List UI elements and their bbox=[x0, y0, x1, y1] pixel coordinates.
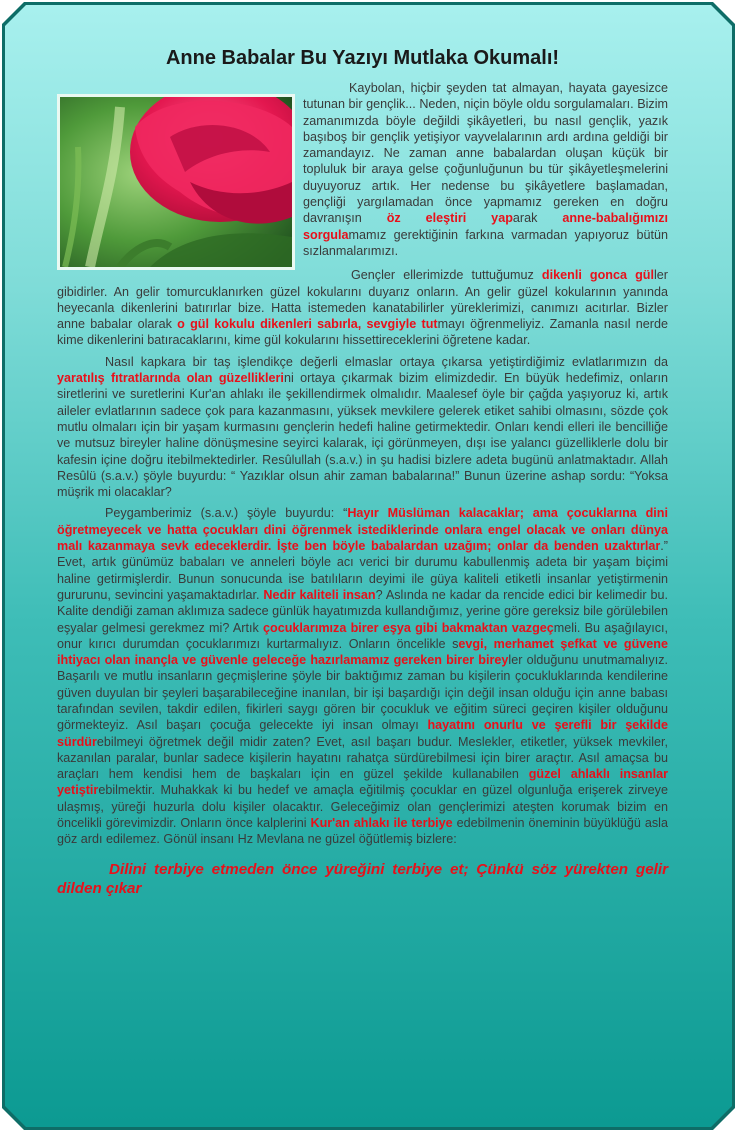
p4-highlight-1: Hayır Müslüman kalacaklar; ama çocuklarına dini öğretmeyecek ve hatta çocukları dini öğrenmek istediklerinde onlara engel olacak ve onları dünya malı kazanmaya sevk edeceklerdir. İşte ben böyle babalardan uzağım; onlar da benden uzaktırlar bbox=[57, 506, 669, 554]
p1-text-3: mamız gerektiğinin farkına varmadan yapıyoruz bütün sızlanmalarımızı. bbox=[303, 227, 668, 258]
p4-highlight-6: güzel ahlaklı insanlar yetiştir bbox=[57, 767, 668, 798]
p4-highlight-5: hayatını onurlu ve şerefli bir şekilde sürdür bbox=[57, 718, 668, 749]
p4-highlight-2: Nedir kaliteli insan bbox=[263, 587, 376, 602]
p2-highlight-1: dikenli gonca gül bbox=[541, 268, 654, 283]
p3-highlight-1: yaratılış fıtratlarında olan güzellikleri bbox=[57, 371, 284, 386]
page-title: Anne Babalar Bu Yazıyı Mutlaka Okumalı! bbox=[165, 47, 560, 69]
p4-text-8: edebilmenin öneminin büyüklüğü asla göz ardı edilemez. Gönül insanı Hz Mevlana ne güzel öğütlemiş bizlere: bbox=[57, 816, 668, 847]
p1-highlight-1: öz eleştiri yap bbox=[386, 211, 513, 226]
p2-text-2: ler gibidirler. An gelir tomurcuklanırken güzel kokularını duyarız onların. An gelir güzel kokularının yanında heyecanla dikenlerini batırırlar bize. Hatta istemeden kanatabilirler yüreklerimizi, canımızı acıtırlar. Bizler anne babalar olarak bbox=[57, 268, 668, 332]
rose-photo bbox=[57, 94, 295, 270]
p4-highlight-7: Kur'an ahlakı ile terbiye bbox=[310, 816, 453, 831]
p4-text-3: ? Aslında ne kadar da rencide edici bir kelimedir bu. Kalite dendiği zaman aklımıza sadece günlük hayatımızda kullandığımız, yerine göre gereksiz bile görülebilen eşyalar gelmesi gerekmez mi? Artık bbox=[57, 587, 668, 635]
p3-text-1: Nasıl kapkara bir taş işlendikçe değerli elmaslar ortaya çıkarsa yetiştirdiğimiz evlatlarımızın da bbox=[105, 354, 668, 369]
p3-text-2: ni ortaya çıkarmak bizim elimizdedir. En büyük hedefimiz, onların siretlerini ve suretlerini Kur'an ahlakı ile şekillendirmek olmalıdır. Maalesef öyle bir çağda yaşıyoruz ki, artık aileler evlatlarının sadece çok para kazanmasını, yüksek mevkilere gelerek etiket sahibi olmasını, sözde çok mutlu olmaları için bir yaşam kurmasını gençlerin hedefi haline getirmektedir. Onları kendi elleri ile bencilliğe ve mutsuz bireyler haline dönüşmesine seyirci kalarak, içi görünmeyen, dışı ise yalancı güzelliklerle dolu bir kafesin içine doğru itebilmektedirler. Resûlullah (s.a.v.) in şu hadisi bizlere adeta bugünü anlatmaktadır. Allah Resûlü (s.a.v.) şöyle buyurdu: “ Yazıklar olsun ahir zaman babalarına!” Bunun üzerine ashap sordu: “Yoksa müşrik mi olacaklar? bbox=[57, 371, 668, 500]
article bbox=[57, 45, 668, 898]
p4-text-6: ebilmeyi öğretmek değil midir zaten? Evet, asıl başarı budur. Meslekler, etiketler, yüksek mevkiler, kazanılan paralar, bunlar sadece kişilerin hayatını rahatça sürdürebilmesi için birer araçtır. Asıl amaçsa bu araçları hem kendisi hem de başkaları için en güzel şekilde kullanabilen bbox=[57, 734, 668, 782]
p2-highlight-2: o gül kokulu dikenleri sabırla, sevgiyle tut bbox=[177, 317, 438, 332]
p2-text-1: Gençler ellerimizde tuttuğumuz bbox=[351, 268, 542, 283]
closing-quote: Dilini terbiye etmeden önce yüreğini terbiye et; Çünkü söz yürekten gelir dilden çıkar bbox=[57, 860, 668, 897]
p4-highlight-4: evgi, merhamet şefkat ve güvene ihtiyacı olan inançla ve güvenle geleceğe hazırlamamız gereken birer birey bbox=[57, 636, 668, 668]
paragraph-2 bbox=[57, 267, 668, 348]
p4-text-4: meli. Bu aşağılayıcı, onur kırıcı durumdan çocuklarımızı kurtarmalıyız. Onların öncelikle s bbox=[57, 620, 668, 651]
p1-highlight-2: anne-babalığımızı sorgula bbox=[303, 211, 668, 242]
p1-text-1: Kaybolan, hiçbir şeyden tat almayan, hayata gayesizce tutunan bir gençlik... Neden, niçin böyle oldu sorgulamaları. Bizim zamanımızda böyle değildi şikâyetleri, bu nasıl gençlik, yazık başıboş bir gençlik yetişiyor vayvelalarının ardı ardına geldiği bir zamandayız. Ne zaman anne babalardan oluşan küçük bir topluluk bir araya gelse çoğunluğunun bu tür şikâyetleşmelerini duyuyoruz artık. Her nedense bu şikâyetlere başlamadan, gençliği yargılamadan önce yapmamız gereken en doğru davranışın bbox=[303, 81, 668, 226]
p1-text-2: arak bbox=[512, 211, 563, 226]
paragraph-3 bbox=[57, 354, 668, 501]
p4-text-2: .” Evet, artık günümüz babaları ve anneleri böyle acı verici bir durumu kabullenmiş adeta bir yaşam biçimi haline getirmişlerdir. Bunun sonucunda ise batılıların deyimi ile güya kaliteli etiketli insanlar yetiştirmenin gururunu, sevincini yaşamaktadırlar. bbox=[57, 539, 668, 602]
p4-text-7: ebilmektir. Muhakkak ki bu hedef ve amaçla eğitilmiş çocuklar en güzel olgunluğa erişerek zirveye ulaşmış, yüreği huzurla dolu kişiler olacaktır. Geleceğimiz olan gençlerimizi ateşten korumak bizim en öncelikli görevimizdir. Onların önce kalplerini bbox=[57, 783, 668, 831]
p4-text-5: ler olduğunu unutmamalıyız. Başarılı ve mutlu insanların geçmişlerine şöyle bir baktığımız zaman bu kişilerin çocukluklarında kendilerine güven duyulan bir şeyleri başarabileceğine inanılan, bir işi başardığı için değil insan olduğu için anne babası tarafından sevilen, takdir edilen, fikirleri saygı gören bir çocukluk ve eğitim süreci geçiren kişiler olduğunu görmekteyiz. Asıl başarı çocuğa gelecekte iyi insan olmayı bbox=[57, 653, 668, 733]
p4-highlight-3: çocuklarımıza birer eşya gibi bakmaktan vazgeç bbox=[263, 620, 554, 635]
paragraph-4 bbox=[57, 505, 668, 847]
p4-text-1: Peygamberimiz (s.a.v.) şöyle buyurdu: “ bbox=[105, 506, 348, 521]
p2-text-3: mayı öğrenmeliyiz. Zamanla nasıl nerde kime dikenlerini batıracaklarını, kime gül kokularını hissettireceklerini öğretene kadar. bbox=[57, 317, 668, 348]
